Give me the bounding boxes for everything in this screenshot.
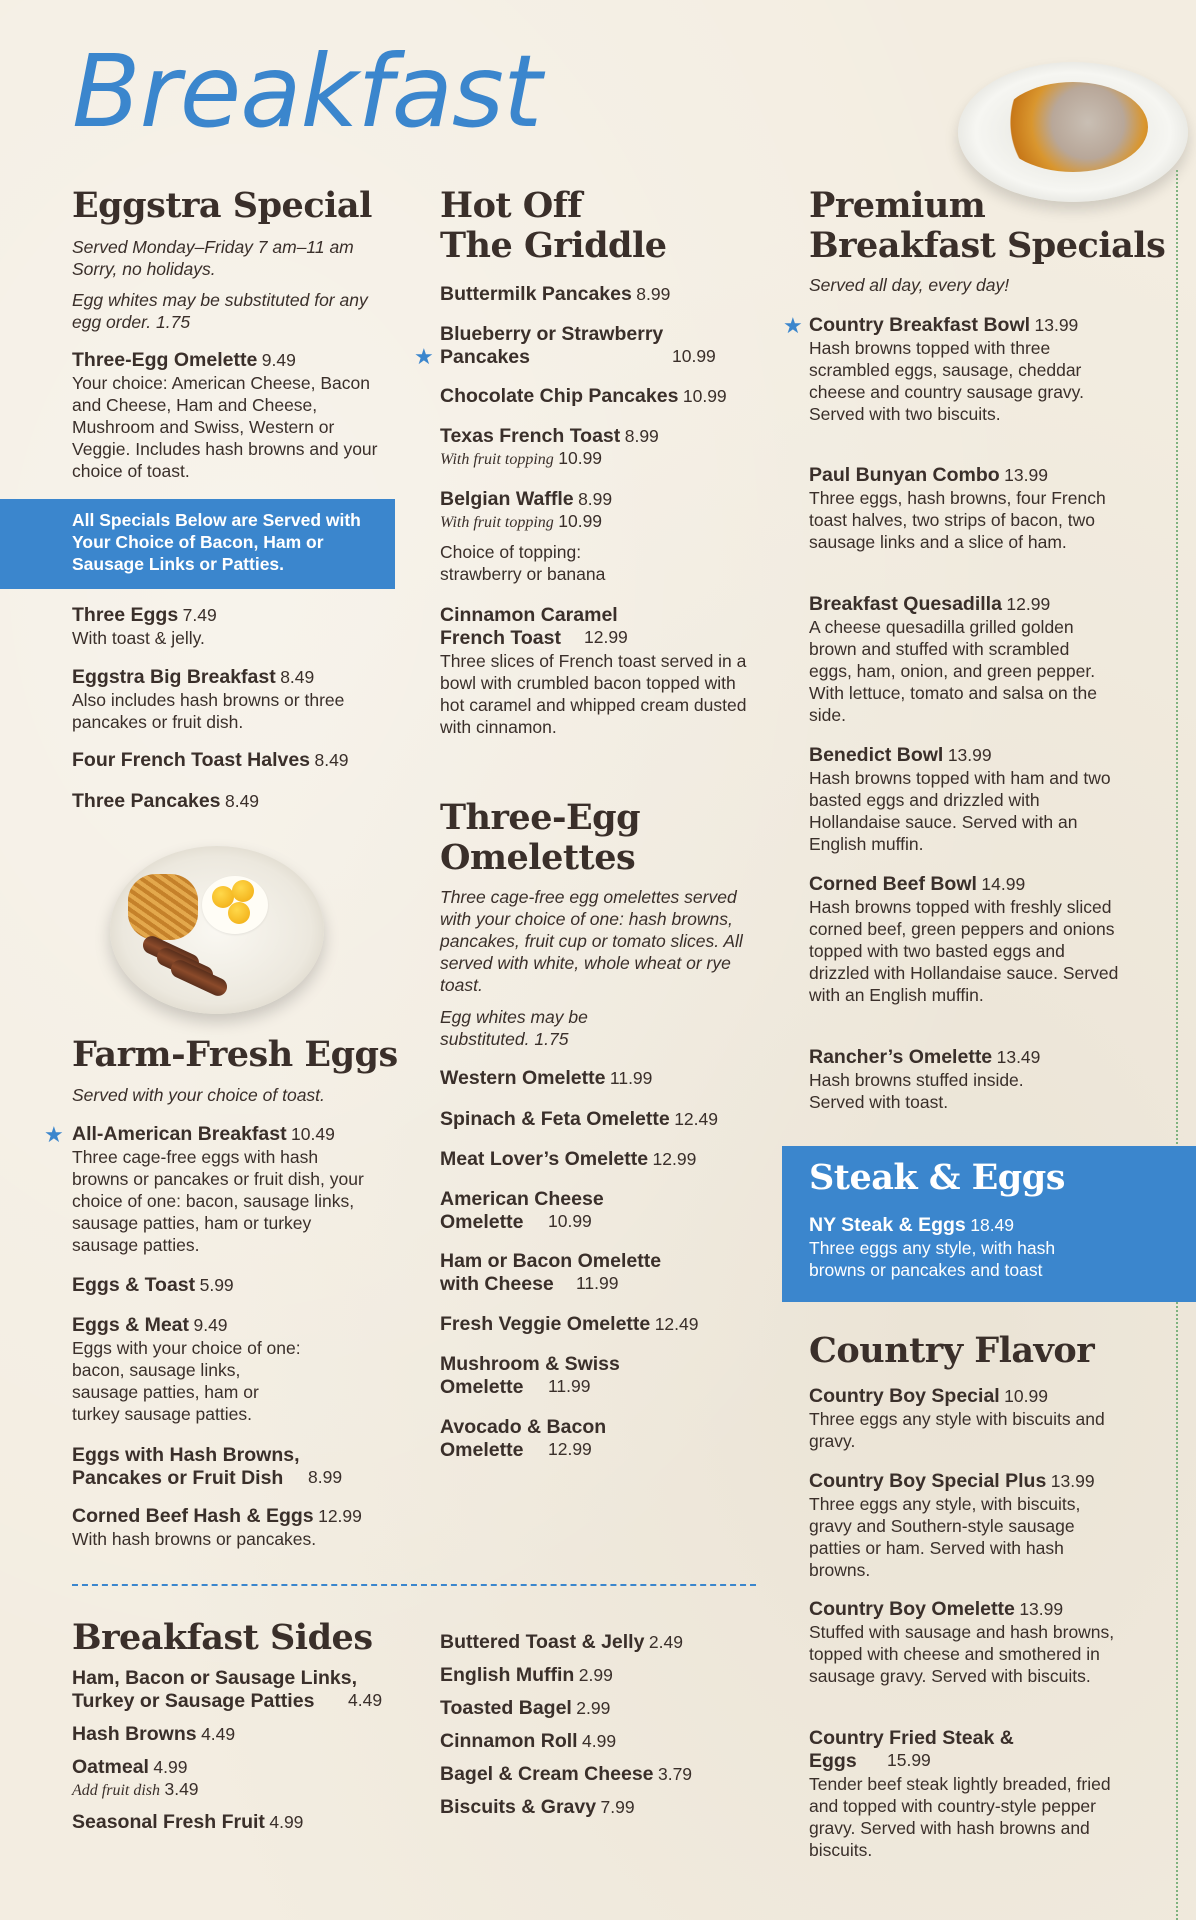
star-icon: ★ — [414, 344, 434, 369]
item-price: 8.49 — [280, 667, 315, 687]
item-name: Buttered Toast & Jelly — [440, 1631, 645, 1653]
menu-item — [809, 1598, 1149, 1687]
menu-item — [440, 1730, 780, 1753]
item-price: 10.99 — [1004, 1386, 1048, 1406]
item-name: Paul Bunyan Combo — [809, 464, 1000, 486]
omelettes-sub-2: Egg whites may be substituted. 1.75 — [440, 1007, 588, 1049]
item-name: Country Boy Special — [809, 1385, 1000, 1407]
omelettes-sub: Three cage-free egg omelettes served with your choice of one: hash browns, pancakes, fruit cup or tomato slices. All served with white, whole wheat or rye toast. — [440, 887, 743, 995]
item-price: 8.49 — [224, 791, 260, 811]
item-name: Texas French Toast — [440, 425, 621, 447]
eggs-sausage-plate-photo — [110, 846, 324, 1014]
item-name: Country Fried Steak & Eggs — [809, 1727, 1014, 1772]
menu-item — [809, 873, 1149, 1006]
item-name: Buttermilk Pancakes — [440, 283, 632, 305]
item-desc: Stuffed with sausage and hash browns, topped with cheese and smothered in sausage gravy. Served with biscuits. — [809, 1622, 1115, 1686]
menu-item — [440, 1250, 780, 1296]
item-name: Country Boy Special Plus — [809, 1470, 1047, 1492]
menu-item — [809, 314, 1149, 425]
item-price: 13.99 — [947, 745, 992, 765]
item-price: 12.99 — [584, 627, 628, 647]
item-name: Toasted Bagel — [440, 1697, 572, 1719]
premium-heading-line1: Premium — [809, 185, 986, 226]
item-price: 2.99 — [576, 1698, 611, 1718]
item-price: 11.99 — [576, 1273, 619, 1293]
item-price: 7.49 — [182, 605, 217, 625]
menu-item — [809, 1727, 1149, 1861]
item-price: 4.99 — [153, 1757, 188, 1777]
item-desc: Hash browns topped with three scrambled eggs, sausage, cheddar cheese and country sausage gravy. Served with two biscuits. — [809, 338, 1084, 424]
sides-divider — [72, 1584, 756, 1586]
menu-item — [72, 1756, 412, 1800]
item-name: Biscuits & Gravy — [440, 1796, 597, 1818]
item-name: Ham, Bacon or Sausage Links, Turkey or Sausage Patties — [72, 1667, 358, 1712]
menu-item — [809, 744, 1149, 855]
specials-banner — [0, 499, 395, 589]
eggstra-heading: Eggstra Special — [72, 185, 372, 226]
item-name: Spinach & Feta Omelette — [440, 1108, 670, 1130]
menu-item — [440, 1763, 780, 1786]
item-desc: Hash browns stuffed inside. Served with toast. — [809, 1070, 1024, 1112]
menu-item — [440, 1664, 780, 1687]
menu-item — [440, 425, 780, 469]
item-name: Country Breakfast Bowl — [809, 314, 1031, 336]
item-name: English Muffin — [440, 1664, 575, 1686]
omelettes-heading-line1: Three-Egg — [440, 797, 641, 838]
item-desc: Three cage-free eggs with hash browns or pancakes or fruit dish, your choice of one: bacon, sausage links, sausage patties, ham or turkey sausage patties. — [72, 1147, 364, 1255]
menu-item — [72, 749, 412, 772]
item-price: 12.49 — [674, 1109, 718, 1129]
griddle-heading-line2: The Griddle — [440, 225, 667, 266]
item-price: 13.99 — [1019, 1599, 1064, 1619]
item-name: Benedict Bowl — [809, 744, 944, 766]
item-price: 12.99 — [318, 1506, 362, 1526]
menu-item — [809, 1046, 1149, 1113]
menu-item — [440, 488, 780, 532]
item-price: 13.99 — [1050, 1471, 1095, 1491]
item-name: Corned Beef Hash & Eggs — [72, 1505, 314, 1527]
item-price: 8.99 — [636, 284, 671, 304]
fruit-price: 10.99 — [558, 448, 603, 468]
item-price: 10.49 — [291, 1124, 335, 1144]
item-name: Cinnamon Caramel French Toast — [440, 604, 618, 649]
item-name: Three Eggs — [72, 604, 179, 626]
item-price: 7.99 — [600, 1797, 635, 1817]
menu-item — [440, 1067, 780, 1090]
menu-item — [809, 1214, 1119, 1281]
item-name: Hash Browns — [72, 1723, 197, 1745]
item-name: Chocolate Chip Pancakes — [440, 385, 679, 407]
item-name: Blueberry or Strawberry Pancakes — [440, 323, 664, 368]
item-price: 15.99 — [887, 1750, 931, 1770]
menu-item — [72, 604, 412, 649]
item-desc: Your choice: American Cheese, Bacon and Cheese, Ham and Cheese, Mushroom and Swiss, Western or Veggie. Includes hash browns and your choice of toast. — [72, 373, 378, 481]
item-price: 4.99 — [582, 1731, 617, 1751]
item-price: 11.99 — [548, 1376, 591, 1396]
menu-item — [440, 283, 780, 306]
menu-item — [440, 1313, 780, 1336]
item-name: Ham or Bacon Omelette with Cheese — [440, 1250, 662, 1295]
item-price: 13.49 — [996, 1047, 1041, 1067]
specials-banner-text: All Specials Below are Served with Your Choice of Bacon, Ham or Sausage Links or Patties. — [72, 510, 361, 574]
menu-item — [440, 1631, 780, 1654]
menu-item — [440, 1697, 780, 1720]
item-name: Three Pancakes — [72, 790, 221, 812]
menu-item — [809, 593, 1149, 726]
item-price: 4.49 — [201, 1724, 236, 1744]
fruit-label: With fruit topping — [440, 514, 554, 531]
item-name: Eggs with Hash Browns, Pancakes or Fruit Dish — [72, 1444, 300, 1489]
eggstra-note-2: Egg whites may be substituted for any egg order. 1.75 — [72, 290, 368, 332]
menu-item — [72, 1274, 412, 1297]
page-edge-divider — [1176, 170, 1178, 1920]
omelettes-heading-line2: Omelettes — [440, 837, 636, 878]
menu-item — [809, 464, 1149, 553]
eggstra-note-1: Served Monday–Friday 7 am–11 am Sorry, no holidays. — [72, 237, 354, 279]
item-desc: Also includes hash browns or three pancakes or fruit dish. — [72, 690, 345, 732]
menu-item — [72, 349, 412, 482]
fruit-price: 10.99 — [558, 511, 603, 531]
item-price: 8.99 — [578, 489, 613, 509]
item-price: 2.49 — [648, 1632, 683, 1652]
menu-item — [72, 790, 412, 813]
item-price: 8.99 — [308, 1467, 343, 1487]
item-price: 10.99 — [682, 386, 727, 406]
farm-sub: Served with your choice of toast. — [72, 1085, 325, 1105]
item-desc: Three slices of French toast served in a bowl with crumbled bacon topped with hot caramel and whipped cream dusted with cinnamon. — [440, 651, 747, 737]
item-price: 10.99 — [548, 1211, 592, 1231]
item-price: 12.99 — [548, 1439, 592, 1459]
item-desc: Three eggs, hash browns, four French toast halves, two strips of bacon, two sausage links and a slice of ham. — [809, 488, 1106, 552]
menu-item — [72, 1811, 412, 1834]
item-price: 13.99 — [1034, 315, 1079, 335]
item-desc: With hash browns or pancakes. — [72, 1529, 317, 1549]
premium-sub: Served all day, every day! — [809, 275, 1010, 295]
item-price: 2.99 — [578, 1665, 613, 1685]
fruit-label: Add fruit dish — [72, 1782, 161, 1799]
menu-item — [72, 1667, 412, 1713]
steak-eggs-box — [782, 1146, 1196, 1302]
item-name: All-American Breakfast — [72, 1123, 287, 1145]
item-price: 11.99 — [609, 1068, 653, 1088]
item-price: 8.49 — [314, 750, 349, 770]
farm-heading: Farm-Fresh Eggs — [72, 1034, 398, 1075]
item-desc: Tender beef steak lightly breaded, fried and topped with country-style pepper gravy. Served with hash browns and biscuits. — [809, 1774, 1111, 1860]
item-name: Meat Lover’s Omelette — [440, 1148, 649, 1170]
star-icon: ★ — [783, 313, 803, 338]
menu-item — [72, 1123, 412, 1256]
country-heading: Country Flavor — [809, 1330, 1095, 1371]
item-name: Mushroom & Swiss Omelette — [440, 1353, 620, 1398]
menu-item — [440, 385, 780, 408]
item-name: Eggstra Big Breakfast — [72, 666, 276, 688]
item-name: Fresh Veggie Omelette — [440, 1313, 651, 1335]
item-desc: Eggs with your choice of one: bacon, sausage links, sausage patties, ham or turkey sausage patties. — [72, 1338, 301, 1424]
menu-item — [440, 1416, 780, 1462]
item-name: Seasonal Fresh Fruit — [72, 1811, 265, 1833]
menu-item — [809, 1470, 1149, 1581]
menu-item — [440, 323, 780, 369]
item-price: 12.49 — [654, 1314, 699, 1334]
item-desc: Hash browns topped with ham and two basted eggs and drizzled with Hollandaise sauce. Served with an English muffin. — [809, 768, 1111, 854]
item-price: 13.99 — [1004, 465, 1048, 485]
item-name: Three-Egg Omelette — [72, 349, 258, 371]
griddle-heading-line1: Hot Off — [440, 185, 582, 226]
item-name: Corned Beef Bowl — [809, 873, 977, 895]
item-name: Eggs & Meat — [72, 1314, 190, 1336]
item-price: 12.99 — [652, 1149, 697, 1169]
menu-item — [440, 1353, 780, 1399]
item-desc: A cheese quesadilla grilled golden brown and stuffed with scrambled eggs, ham, onion, and green pepper. With lettuce, tomato and salsa on the side. — [809, 617, 1097, 725]
menu-item — [440, 1148, 780, 1171]
star-icon: ★ — [44, 1122, 64, 1147]
item-price: 3.79 — [657, 1764, 693, 1784]
item-desc: Three eggs any style, with biscuits, gravy and Southern-style sausage patties or ham. Served with hash browns. — [809, 1494, 1081, 1580]
item-price: 9.49 — [261, 350, 296, 370]
item-name: Bagel & Cream Cheese — [440, 1763, 654, 1785]
menu-item — [72, 666, 412, 733]
item-price: 14.99 — [981, 874, 1026, 894]
menu-item — [72, 1723, 412, 1746]
menu-item — [72, 1314, 412, 1425]
item-price: 8.99 — [624, 426, 659, 446]
item-price: 4.49 — [348, 1690, 383, 1710]
item-price: 18.49 — [970, 1215, 1015, 1235]
item-price: 9.49 — [193, 1315, 228, 1335]
item-price: 12.99 — [1006, 594, 1051, 614]
item-name: Eggs & Toast — [72, 1274, 196, 1296]
fruit-label: With fruit topping — [440, 451, 554, 468]
menu-item — [809, 1385, 1149, 1452]
item-name: Avocado & Bacon Omelette — [440, 1416, 607, 1461]
menu-item — [440, 1796, 780, 1819]
item-name: Country Boy Omelette — [809, 1598, 1015, 1620]
item-name: Belgian Waffle — [440, 488, 574, 510]
item-name: Cinnamon Roll — [440, 1730, 578, 1752]
menu-item — [440, 1188, 780, 1234]
item-name: Western Omelette — [440, 1067, 606, 1089]
menu-item — [72, 1444, 412, 1490]
menu-item — [72, 1505, 412, 1550]
item-name: Rancher’s Omelette — [809, 1046, 993, 1068]
steak-heading: Steak & Eggs — [809, 1157, 1065, 1198]
item-price: 10.99 — [672, 346, 716, 366]
item-name: Oatmeal — [72, 1756, 149, 1778]
item-desc: Three eggs any style with biscuits and gravy. — [809, 1409, 1105, 1451]
gravy-plate-photo — [958, 62, 1188, 202]
menu-item — [440, 604, 780, 738]
item-name: Breakfast Quesadilla — [809, 593, 1002, 615]
menu-item — [440, 1108, 780, 1131]
item-price: 4.99 — [269, 1812, 304, 1832]
sides-heading: Breakfast Sides — [72, 1617, 373, 1658]
fruit-price: 3.49 — [164, 1779, 199, 1799]
premium-heading-line2: Breakfast Specials — [809, 225, 1166, 266]
item-name: Four French Toast Halves — [72, 749, 311, 771]
item-price: 5.99 — [199, 1275, 234, 1295]
item-desc: Hash browns topped with freshly sliced corned beef, green peppers and onions topped with two basted eggs and drizzled with Hollandaise sauce. Served with an English muffin. — [809, 897, 1119, 1005]
item-name: NY Steak & Eggs — [809, 1214, 966, 1236]
item-desc: Three eggs any style, with hash browns or pancakes and toast — [809, 1238, 1056, 1280]
page-title: Breakfast — [72, 33, 542, 150]
topping-note: Choice of topping: strawberry or banana — [440, 542, 606, 584]
item-name: American Cheese Omelette — [440, 1188, 604, 1233]
item-desc: With toast & jelly. — [72, 628, 205, 648]
